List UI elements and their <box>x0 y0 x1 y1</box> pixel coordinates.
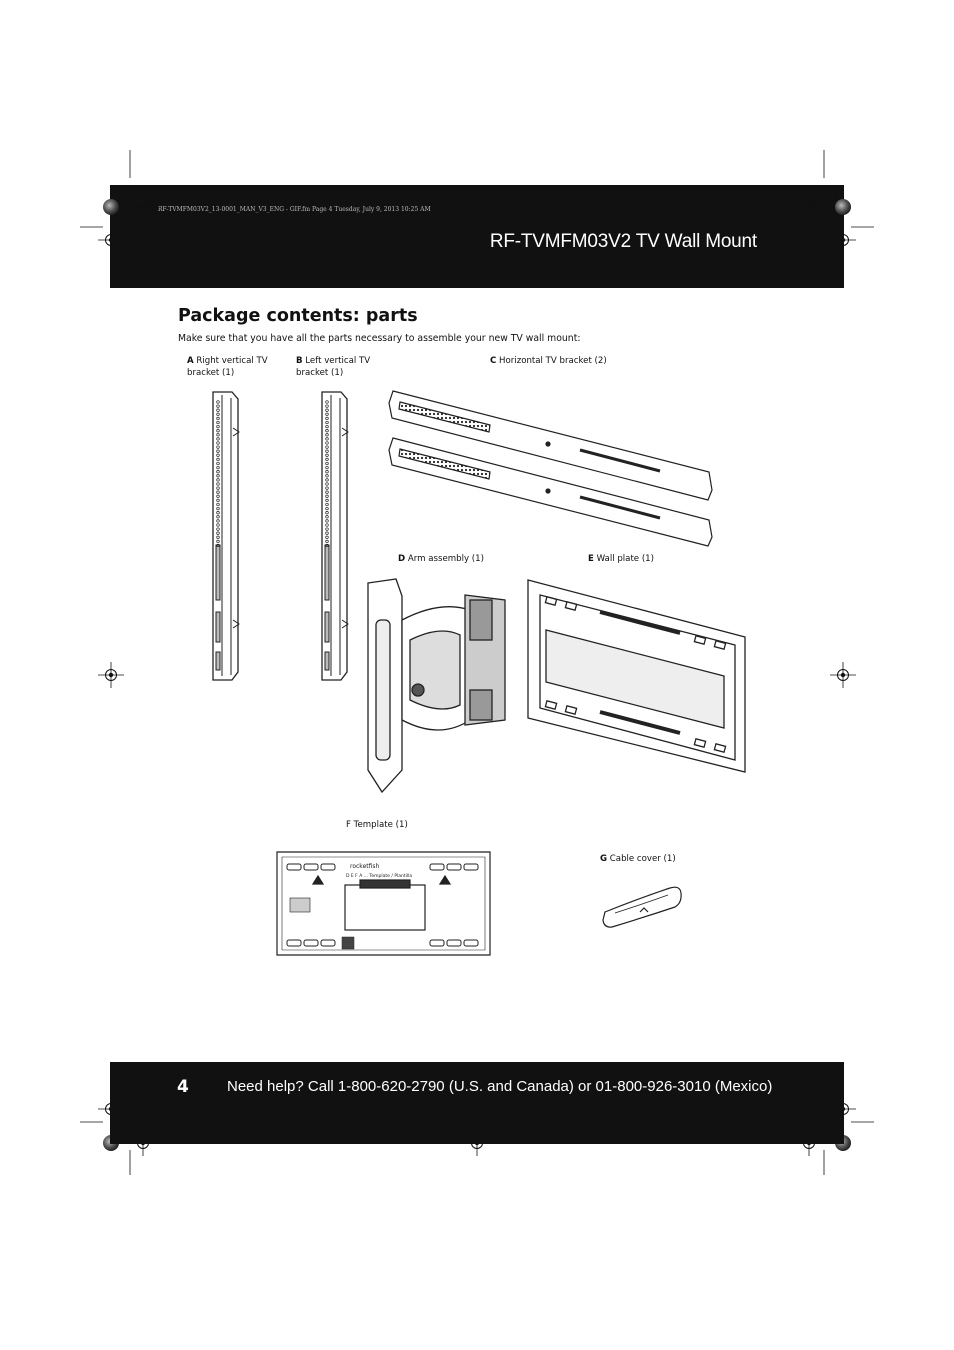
part-label-a: A Right vertical TV bracket (1) <box>187 356 268 378</box>
illustration-arm-assembly <box>368 579 505 792</box>
part-label-c: C Horizontal TV bracket (2) <box>490 356 607 366</box>
intro-text: Make sure that you have all the parts necessary to assemble your new TV wall mount: <box>178 333 581 344</box>
part-label-g: G Cable cover (1) <box>600 854 676 864</box>
illustration-cable-cover <box>603 887 681 927</box>
part-label-e: E Wall plate (1) <box>588 554 654 564</box>
illustration-horizontal-brackets <box>389 391 712 546</box>
document-title: RF-TVMFM03V2 TV Wall Mount <box>489 231 757 252</box>
footer-band <box>110 1062 844 1144</box>
help-text: Need help? Call 1-800-620-2790 (U.S. and Canada) or 01-800-926-3010 (Mexico) <box>227 1078 773 1095</box>
page-number: 4 <box>177 1077 189 1097</box>
template-brand-text: rocketfish <box>350 863 380 870</box>
template-caption-text: D E F A ... Template / Plantilla <box>346 874 413 879</box>
part-label-b: B Left vertical TV bracket (1) <box>296 356 371 378</box>
part-label-f: F Template (1) <box>346 820 408 830</box>
print-slug-line: RF-TVMFM03V2_13-0001_MAN_V3_ENG - GIF.fm Page 4 Tuesday, July 9, 2013 10:25 AM <box>158 206 431 213</box>
illustration-template <box>277 852 490 955</box>
part-label-d: D Arm assembly (1) <box>398 554 484 564</box>
illustration-wall-plate <box>528 580 745 772</box>
section-title: Package contents: parts <box>178 306 418 326</box>
